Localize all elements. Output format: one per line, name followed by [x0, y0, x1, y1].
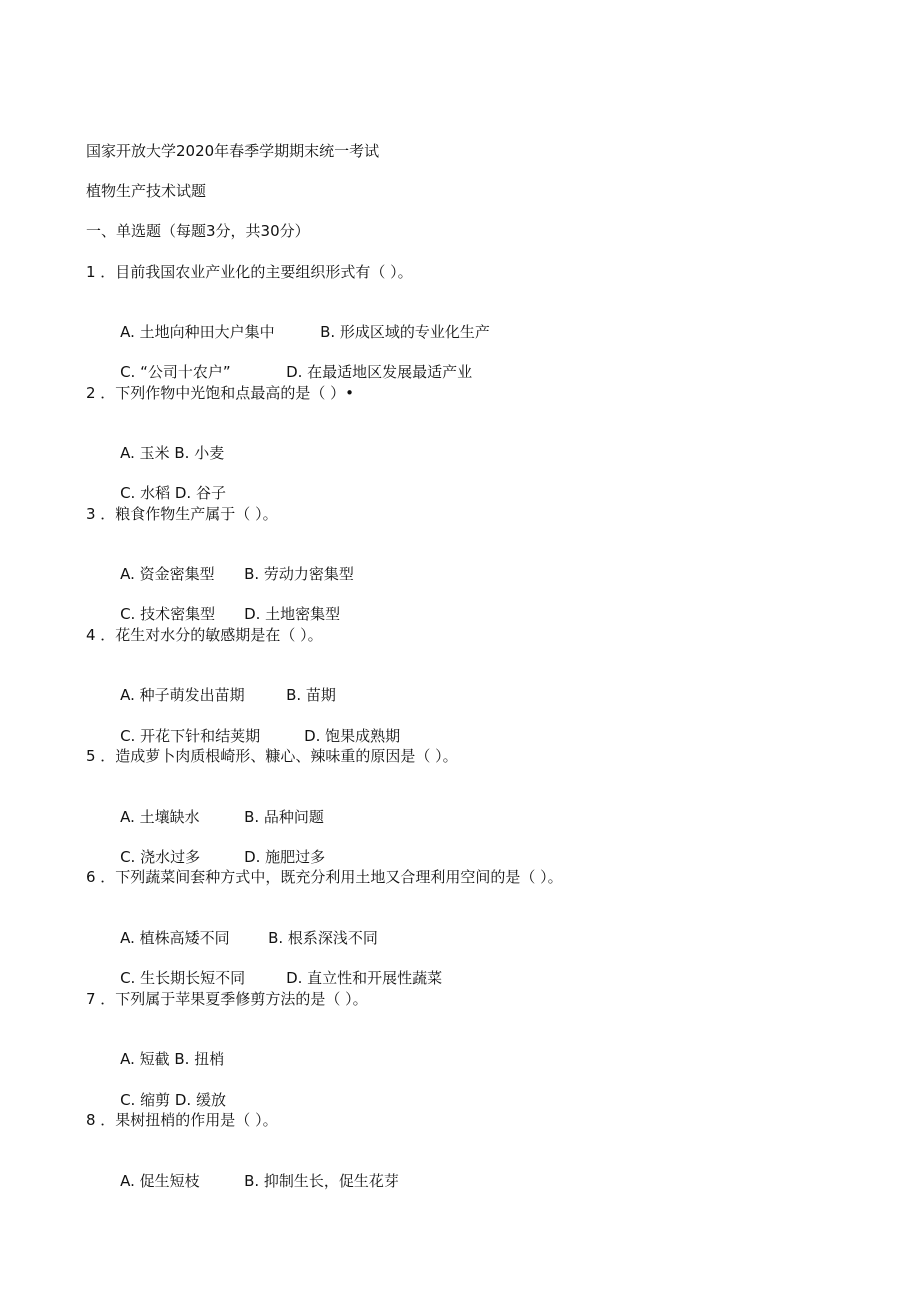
question-stem: 4 ．花生对水分的敏感期是在（ ）。 — [86, 626, 323, 644]
option-a: A. 植株高矮不同 — [120, 929, 230, 947]
option-d: D. 直立性和开展性蔬菜 — [286, 969, 443, 987]
option-b: B. 形成区域的专业化生产 — [320, 323, 490, 341]
option-b: B. 品种问题 — [244, 808, 324, 826]
option-c: C. “公司十农户” — [120, 363, 231, 381]
option-a-b: A. 短截 B. 扭梢 — [120, 1050, 225, 1068]
option-c: C. 生长期长短不同 — [120, 969, 246, 987]
option-c: C. 浇水过多 — [120, 848, 201, 866]
option-a: A. 土壤缺水 — [120, 808, 200, 826]
option-c-d: C. 缩剪 D. 缓放 — [120, 1091, 226, 1109]
exam-title: 国家开放大学2020年春季学期期末统一考试 — [86, 142, 380, 160]
section-title: 一、单选题（每题3分，共30分） — [86, 222, 310, 240]
subject-title: 植物生产技术试题 — [86, 182, 207, 200]
question-stem: 3 ．粮食作物生产属于（ ）。 — [86, 505, 278, 523]
question-stem: 2 ．下列作物中光饱和点最高的是（ ）• — [86, 384, 354, 402]
option-d: D. 饱果成熟期 — [304, 727, 401, 745]
option-b: B. 抑制生长，促生花芽 — [244, 1172, 399, 1190]
option-a: A. 资金密集型 — [120, 565, 215, 583]
option-a-b: A. 玉米 B. 小麦 — [120, 444, 225, 462]
option-a: A. 促生短枝 — [120, 1172, 200, 1190]
question-stem: 8 ．果树扭梢的作用是（ ）。 — [86, 1111, 278, 1129]
question-stem: 5 ．造成萝卜肉质根崎形、糠心、辣味重的原因是（ ）。 — [86, 747, 458, 765]
question-stem: 6 ．下列蔬菜间套种方式中，既充分利用土地又合理利用空间的是（ ）。 — [86, 868, 563, 886]
option-c: C. 技术密集型 — [120, 605, 216, 623]
question-stem: 1 ．目前我国农业产业化的主要组织形式有（ ）。 — [86, 263, 413, 281]
option-c: C. 开花下针和结荚期 — [120, 727, 261, 745]
option-d: D. 在最适地区发展最适产业 — [286, 363, 473, 381]
option-b: B. 根系深浅不同 — [268, 929, 378, 947]
option-b: B. 苗期 — [286, 686, 336, 704]
option-c-d: C. 水稻 D. 谷子 — [120, 484, 226, 502]
question-stem: 7 ．下列属于苹果夏季修剪方法的是（ ）。 — [86, 990, 368, 1008]
option-a: A. 土地向种田大户集中 — [120, 323, 275, 341]
option-a: A. 种子萌发出苗期 — [120, 686, 245, 704]
option-d: D. 土地密集型 — [244, 605, 341, 623]
option-d: D. 施肥过多 — [244, 848, 326, 866]
option-row — [101, 1151, 399, 1211]
option-b: B. 劳动力密集型 — [244, 565, 354, 583]
